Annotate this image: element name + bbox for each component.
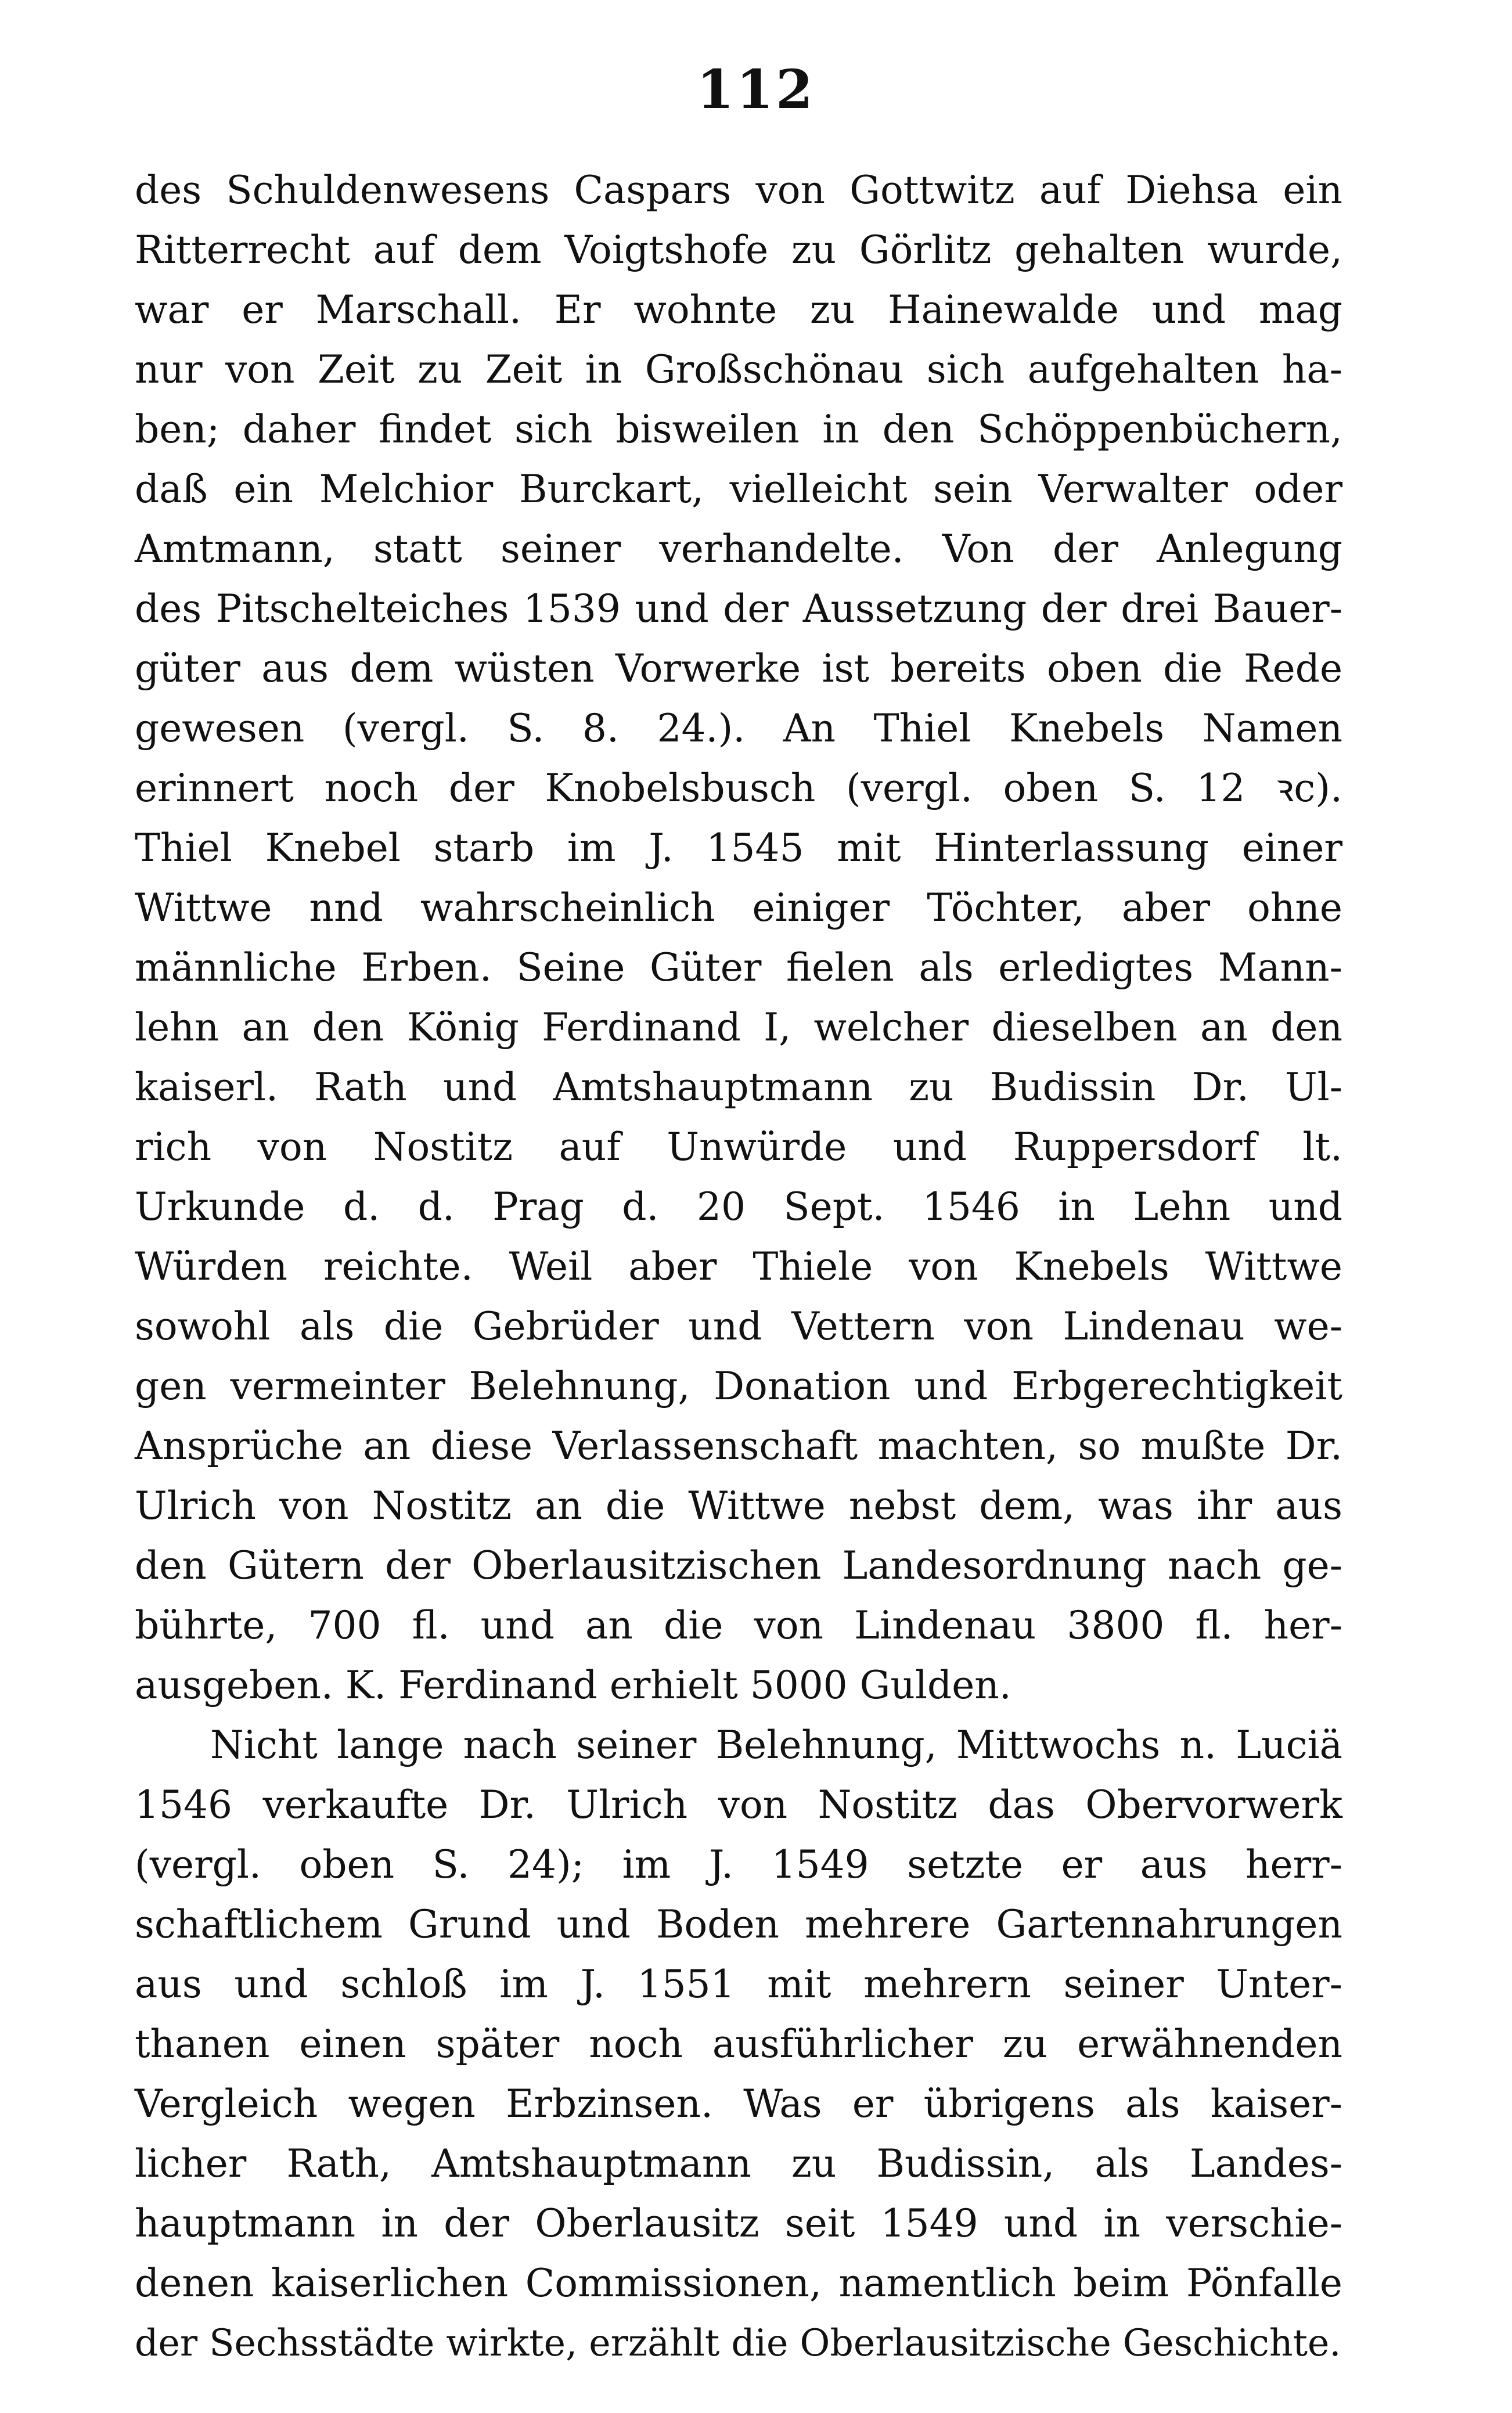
text-line: war er Marschall. Er wohnte zu Hainewalde und mag <box>135 287 1342 332</box>
text-line: hauptmann in der Oberlausitz seit 1549 und in verschie- <box>135 2201 1342 2246</box>
text-line: rich von Nostitz auf Unwürde und Ruppersdorf lt. <box>135 1125 1342 1169</box>
text-line: Ulrich von Nostitz an die Wittwe nebst dem, was ihr aus <box>135 1483 1342 1528</box>
text-line: Ansprüche an diese Verlassenschaft machten, so mußte Dr. <box>135 1424 1342 1468</box>
text-line: ben; daher findet sich bisweilen in den Schöppenbüchern, <box>135 407 1342 452</box>
text-line: der Sechsstädte wirkte, erzählt die Oberlausitzische Geschichte. <box>135 2321 1341 2364</box>
text-line: bührte, 700 fl. und an die von Lindenau 3800 fl. her- <box>135 1603 1342 1648</box>
text-line: des Pitschelteiches 1539 und der Aussetzung der drei Bauer- <box>135 586 1342 631</box>
text-line: gen vermeinter Belehnung, Donation und Erbgerechtigkeit <box>135 1364 1342 1409</box>
text-line: Ritterrecht auf dem Voigtshofe zu Görlitz gehalten wurde, <box>135 228 1342 272</box>
text-line: nur von Zeit zu Zeit in Großschönau sich aufgehalten ha- <box>135 347 1342 392</box>
text-line: ausgeben. K. Ferdinand erhielt 5000 Gulden. <box>135 1663 1011 1708</box>
text-line: thanen einen später noch ausführlicher zu erwähnenden <box>135 2022 1342 2066</box>
text-line: Wittwe nnd wahrscheinlich einiger Töchter, aber ohne <box>135 885 1342 930</box>
text-line: 1546 verkaufte Dr. Ulrich von Nostitz das Obervorwerk <box>135 1782 1342 1827</box>
text-line: daß ein Melchior Burckart, vielleicht sein Verwalter oder <box>135 467 1342 512</box>
text-line: schaftlichem Grund und Boden mehrere Gartennahrungen <box>135 1902 1342 1947</box>
page-number: 112 <box>696 58 816 121</box>
text-line: des Schuldenwesens Caspars von Gottwitz auf Diehsa ein <box>135 168 1342 213</box>
text-line: kaiserl. Rath und Amtshauptmann zu Budissin Dr. Ul- <box>135 1065 1342 1110</box>
text-line: Urkunde d. d. Prag d. 20 Sept. 1546 in Lehn und <box>135 1184 1342 1229</box>
paragraph-2 <box>135 1715 1342 2373</box>
text-line: Nicht lange nach seiner Belehnung, Mittwochs n. Luciä <box>210 1723 1342 1767</box>
text-line: Vergleich wegen Erbzinsen. Was er übrigens als kaiser- <box>135 2081 1342 2126</box>
text-line: licher Rath, Amtshauptmann zu Budissin, als Landes- <box>135 2141 1342 2186</box>
text-line: (vergl. oben S. 24); im J. 1549 setzte er aus herr- <box>135 1842 1342 1887</box>
text-line: aus und schloß im J. 1551 mit mehrern seiner Unter- <box>135 1962 1342 2007</box>
text-line: erinnert noch der Knobelsbusch (vergl. oben S. 12 ꝛc). <box>135 766 1342 811</box>
body-text <box>135 160 1342 2373</box>
text-line: Amtmann, statt seiner verhandelte. Von der Anlegung <box>135 527 1342 571</box>
text-line: lehn an den König Ferdinand I, welcher dieselben an den <box>135 1005 1342 1050</box>
text-line: güter aus dem wüsten Vorwerke ist bereits oben die Rede <box>135 646 1342 691</box>
text-line: Würden reichte. Weil aber Thiele von Knebels Wittwe <box>135 1244 1342 1289</box>
text-line: männliche Erben. Seine Güter fielen als erledigtes Mann- <box>135 945 1342 990</box>
text-line: denen kaiserlichen Commissionen, namentlich beim Pönfalle <box>135 2261 1342 2306</box>
paragraph-1 <box>135 160 1342 1715</box>
text-line: den Gütern der Oberlausitzischen Landesordnung nach ge- <box>135 1543 1342 1588</box>
text-line: gewesen (vergl. S. 8. 24.). An Thiel Knebels Namen <box>135 706 1342 751</box>
text-line: sowohl als die Gebrüder und Vettern von Lindenau we- <box>135 1304 1342 1349</box>
text-line: Thiel Knebel starb im J. 1545 mit Hinterlassung einer <box>135 826 1342 870</box>
